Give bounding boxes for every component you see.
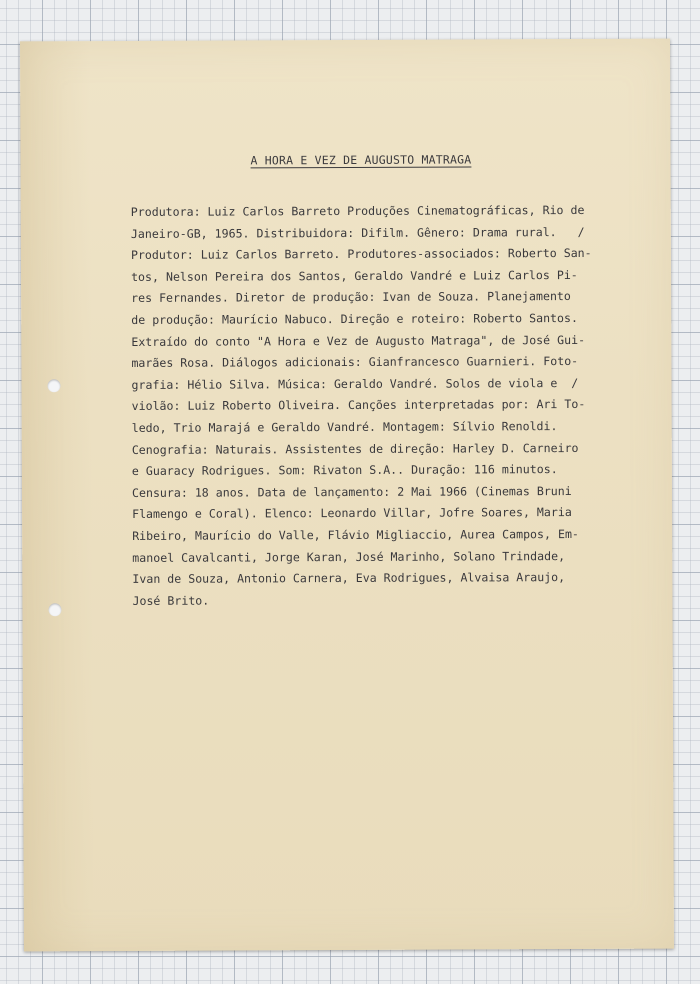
text-line: Extraído do conto "A Hora e Vez de Augusto Matraga", de José Gui- xyxy=(131,332,586,349)
text-line: violão: Luiz Roberto Oliveira. Canções interpretadas por: Ari To- xyxy=(131,397,586,414)
text-line: Ribeiro, Maurício do Valle, Flávio Migliaccio, Aurea Campos, Em- xyxy=(132,526,579,543)
text-line: e Guaracy Rodrigues. Som: Rivaton S.A.. Duração: 116 minutos. xyxy=(131,462,558,479)
text-line: de produção: Maurício Nabuco. Direção e roteiro: Roberto Santos. xyxy=(131,310,578,327)
text-line: manoel Cavalcanti, Jorge Karan, José Marinho, Solano Trindade, xyxy=(132,548,566,565)
paper-stain xyxy=(20,41,94,951)
text-line: Censura: 18 anos. Data de lançamento: 2 Mai 1966 (Cinemas Bruni xyxy=(131,483,572,500)
text-line: Cenografia: Naturais. Assistentes de direção: Harley D. Carneiro xyxy=(131,440,579,457)
text-line: tos, Nelson Pereira dos Santos, Geraldo Vandré e Luiz Carlos Pi- xyxy=(131,267,578,284)
text-line: marães Rosa. Diálogos adicionais: Gianfrancesco Guarnieri. Foto- xyxy=(131,354,579,371)
text-line: Produtor: Luiz Carlos Barreto. Produtores-associados: Roberto San- xyxy=(130,246,592,263)
text-line: grafia: Hélio Silva. Música: Geraldo Vandré. Solos de viola e / xyxy=(131,375,579,392)
text-line: Produtora: Luiz Carlos Barreto Produções Cinematográficas, Rio de xyxy=(130,202,585,219)
document-title: A HORA E VEZ DE AUGUSTO MATRAGA xyxy=(250,152,472,168)
punch-hole-bottom xyxy=(48,603,61,616)
document-page xyxy=(20,39,674,952)
text-line: Ivan de Souza, Antonio Carnera, Eva Rodrigues, Alvaisa Araujo, xyxy=(132,570,566,587)
text-line: José Brito. xyxy=(132,593,210,608)
text-line: Flamengo e Coral). Elenco: Leonardo Villar, Jofre Soares, Maria xyxy=(132,505,572,522)
text-line: ledo, Trio Marajá e Geraldo Vandré. Montagem: Sílvio Renoldi. xyxy=(131,419,558,435)
text-line: res Fernandes. Diretor de produção: Ivan de Souza. Planejamento xyxy=(131,289,571,306)
punch-hole-top xyxy=(47,379,60,392)
document-body xyxy=(131,200,623,612)
text-line: Janeiro-GB, 1965. Distribuidora: Difilm. Gênero: Drama rural. / xyxy=(130,224,585,241)
